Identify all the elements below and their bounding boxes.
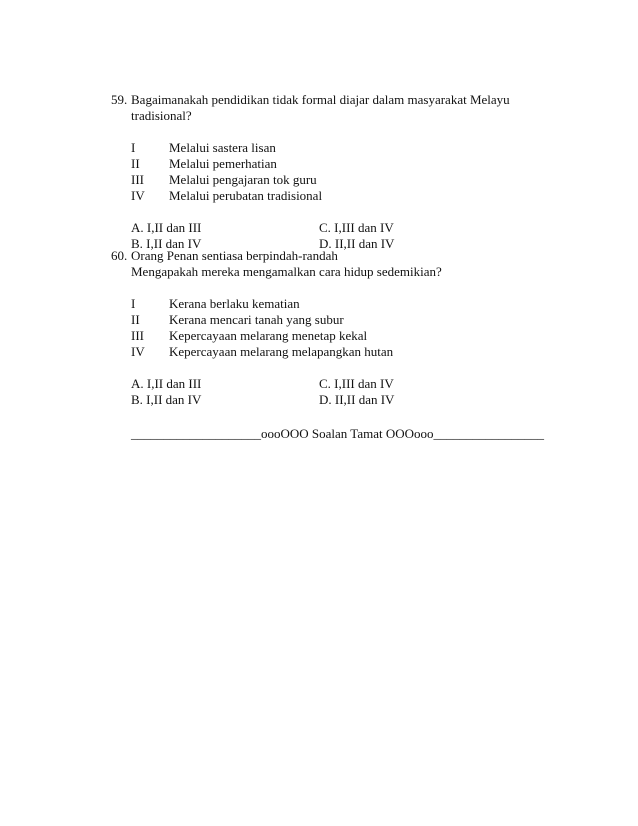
statement-text: Melalui pemerhatian <box>169 156 277 171</box>
statement-text: Kepercayaan melarang melapangkan hutan <box>169 344 394 359</box>
question-stem <box>111 248 551 264</box>
statement-text: Melalui sastera lisan <box>169 140 276 155</box>
question-number: 60. <box>111 248 128 263</box>
statement-item <box>131 140 551 156</box>
statement-item <box>131 296 551 312</box>
statement-numeral: II <box>131 156 140 171</box>
question-text-line2: Mengapakah mereka mengamalkan cara hidup sedemikian? <box>131 264 442 279</box>
option-b[interactable]: B. I,II dan IV <box>131 392 202 407</box>
statement-text: Kerana mencari tanah yang subur <box>169 312 344 327</box>
question-text-line2: tradisional? <box>131 108 192 123</box>
statement-text: Kerana berlaku kematian <box>169 296 300 311</box>
statement-list <box>111 140 551 204</box>
statement-item <box>131 172 551 188</box>
statement-item <box>131 328 551 344</box>
question-text-line1: Orang Penan sentiasa berpindah-randah <box>131 248 338 263</box>
option-c[interactable]: C. I,III dan IV <box>319 220 394 235</box>
option-a[interactable]: A. I,II dan III <box>131 376 202 391</box>
statement-item <box>131 344 551 360</box>
option-c[interactable]: C. I,III dan IV <box>319 376 394 391</box>
option-d[interactable]: D. II,II dan IV <box>319 392 395 407</box>
end-of-questions-line: ____________________oooOOO Soalan Tamat OOOooo_________________ <box>131 426 545 441</box>
answer-options <box>111 376 451 408</box>
statement-item <box>131 188 551 204</box>
option-a[interactable]: A. I,II dan III <box>131 220 202 235</box>
statement-numeral: III <box>131 172 144 187</box>
statement-numeral: I <box>131 296 136 311</box>
statement-item <box>131 156 551 172</box>
option-d[interactable]: D. II,II dan IV <box>319 236 395 251</box>
statement-list <box>111 296 551 360</box>
statement-text: Kepercayaan melarang menetap kekal <box>169 328 368 343</box>
question-stem <box>111 92 551 108</box>
statement-numeral: IV <box>131 344 145 359</box>
statement-numeral: III <box>131 328 144 343</box>
statement-text: Melalui pengajaran tok guru <box>169 172 317 187</box>
statement-numeral: IV <box>131 188 145 203</box>
question-60 <box>111 248 551 408</box>
question-59 <box>111 92 551 252</box>
statement-numeral: II <box>131 312 140 327</box>
statement-text: Melalui perubatan tradisional <box>169 188 323 203</box>
statement-item <box>131 312 551 328</box>
option-b[interactable]: B. I,II dan IV <box>131 236 202 251</box>
statement-numeral: I <box>131 140 136 155</box>
question-text-line1: Bagaimanakah pendidikan tidak formal diajar dalam masyarakat Melayu <box>131 92 510 107</box>
question-number: 59. <box>111 92 128 107</box>
